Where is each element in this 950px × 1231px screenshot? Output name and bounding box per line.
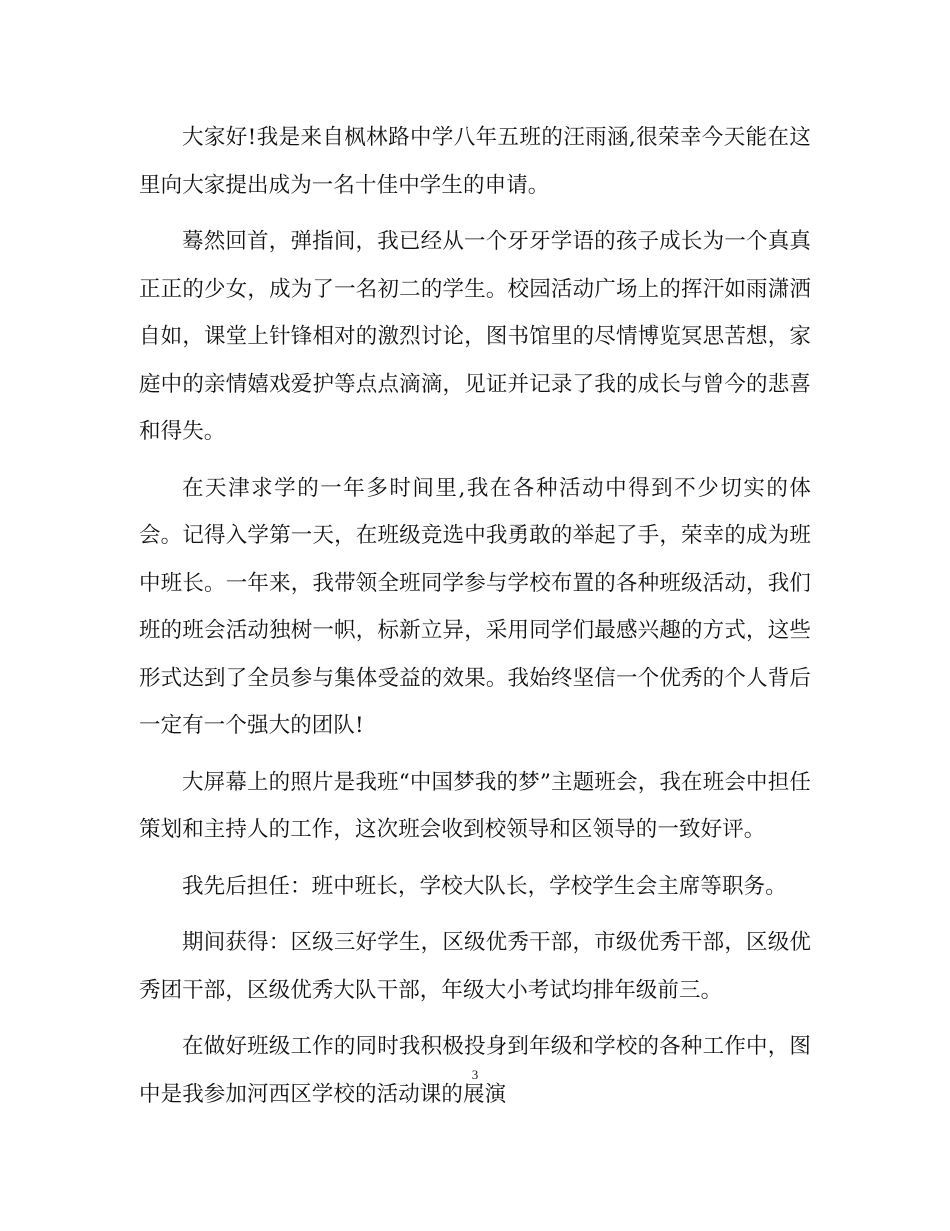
paragraph-school-work: 在做好班级工作的同时我积极投身到年级和学校的各种工作中，图中是我参加河西区学校的活动课的展演: [139, 1034, 811, 1107]
paragraph-positions: 我先后担任：班中班长，学校大队长，学校学生会主席等职务。: [182, 873, 787, 899]
document-body: [139, 114, 811, 1127]
paragraph-activities: 在天津求学的一年多时间里,我在各种活动中得到不少切实的体会。记得入学第一天，在班级竞选中我勇敢的举起了手，荣幸的成为班中班长。一年来，我带领全班同学参与学校布置的各种班级活动，我们班的班会活动独树一帜，标新立异，采用同学们最感兴趣的方式，这些形式达到了全员参与集体受益的效果。我始终坚信一个优秀的个人背后一定有一个强大的团队!: [139, 475, 811, 738]
paragraph-growth: 蓦然回首，弹指间，我已经从一个牙牙学语的孩子成长为一个真真正正的少女，成为了一名初二的学生。校园活动广场上的挥汗如雨潇洒自如，课堂上针锋相对的激烈讨论，图书馆里的尽情博览冥思苦想，家庭中的亲情嬉戏爱护等点点滴滴，见证并记录了我的成长与曾今的悲喜和得失。: [139, 229, 811, 444]
paragraph-awards: 期间获得：区级三好学生，区级优秀干部，市级优秀干部，区级优秀团干部，区级优秀大队干部，年级大小考试均排年级前三。: [139, 930, 811, 1003]
page-number: 3: [471, 1067, 479, 1082]
paragraph-greeting: 大家好!我是来自枫林路中学八年五班的汪雨涵,很荣幸今天能在这里向大家提出成为一名十佳中学生的申请。: [139, 125, 811, 198]
paragraph-class-meeting: 大屏幕上的照片是我班“中国梦我的梦”主题班会，我在班会中担任策划和主持人的工作，这次班会收到校领导和区领导的一致好评。: [139, 769, 811, 842]
